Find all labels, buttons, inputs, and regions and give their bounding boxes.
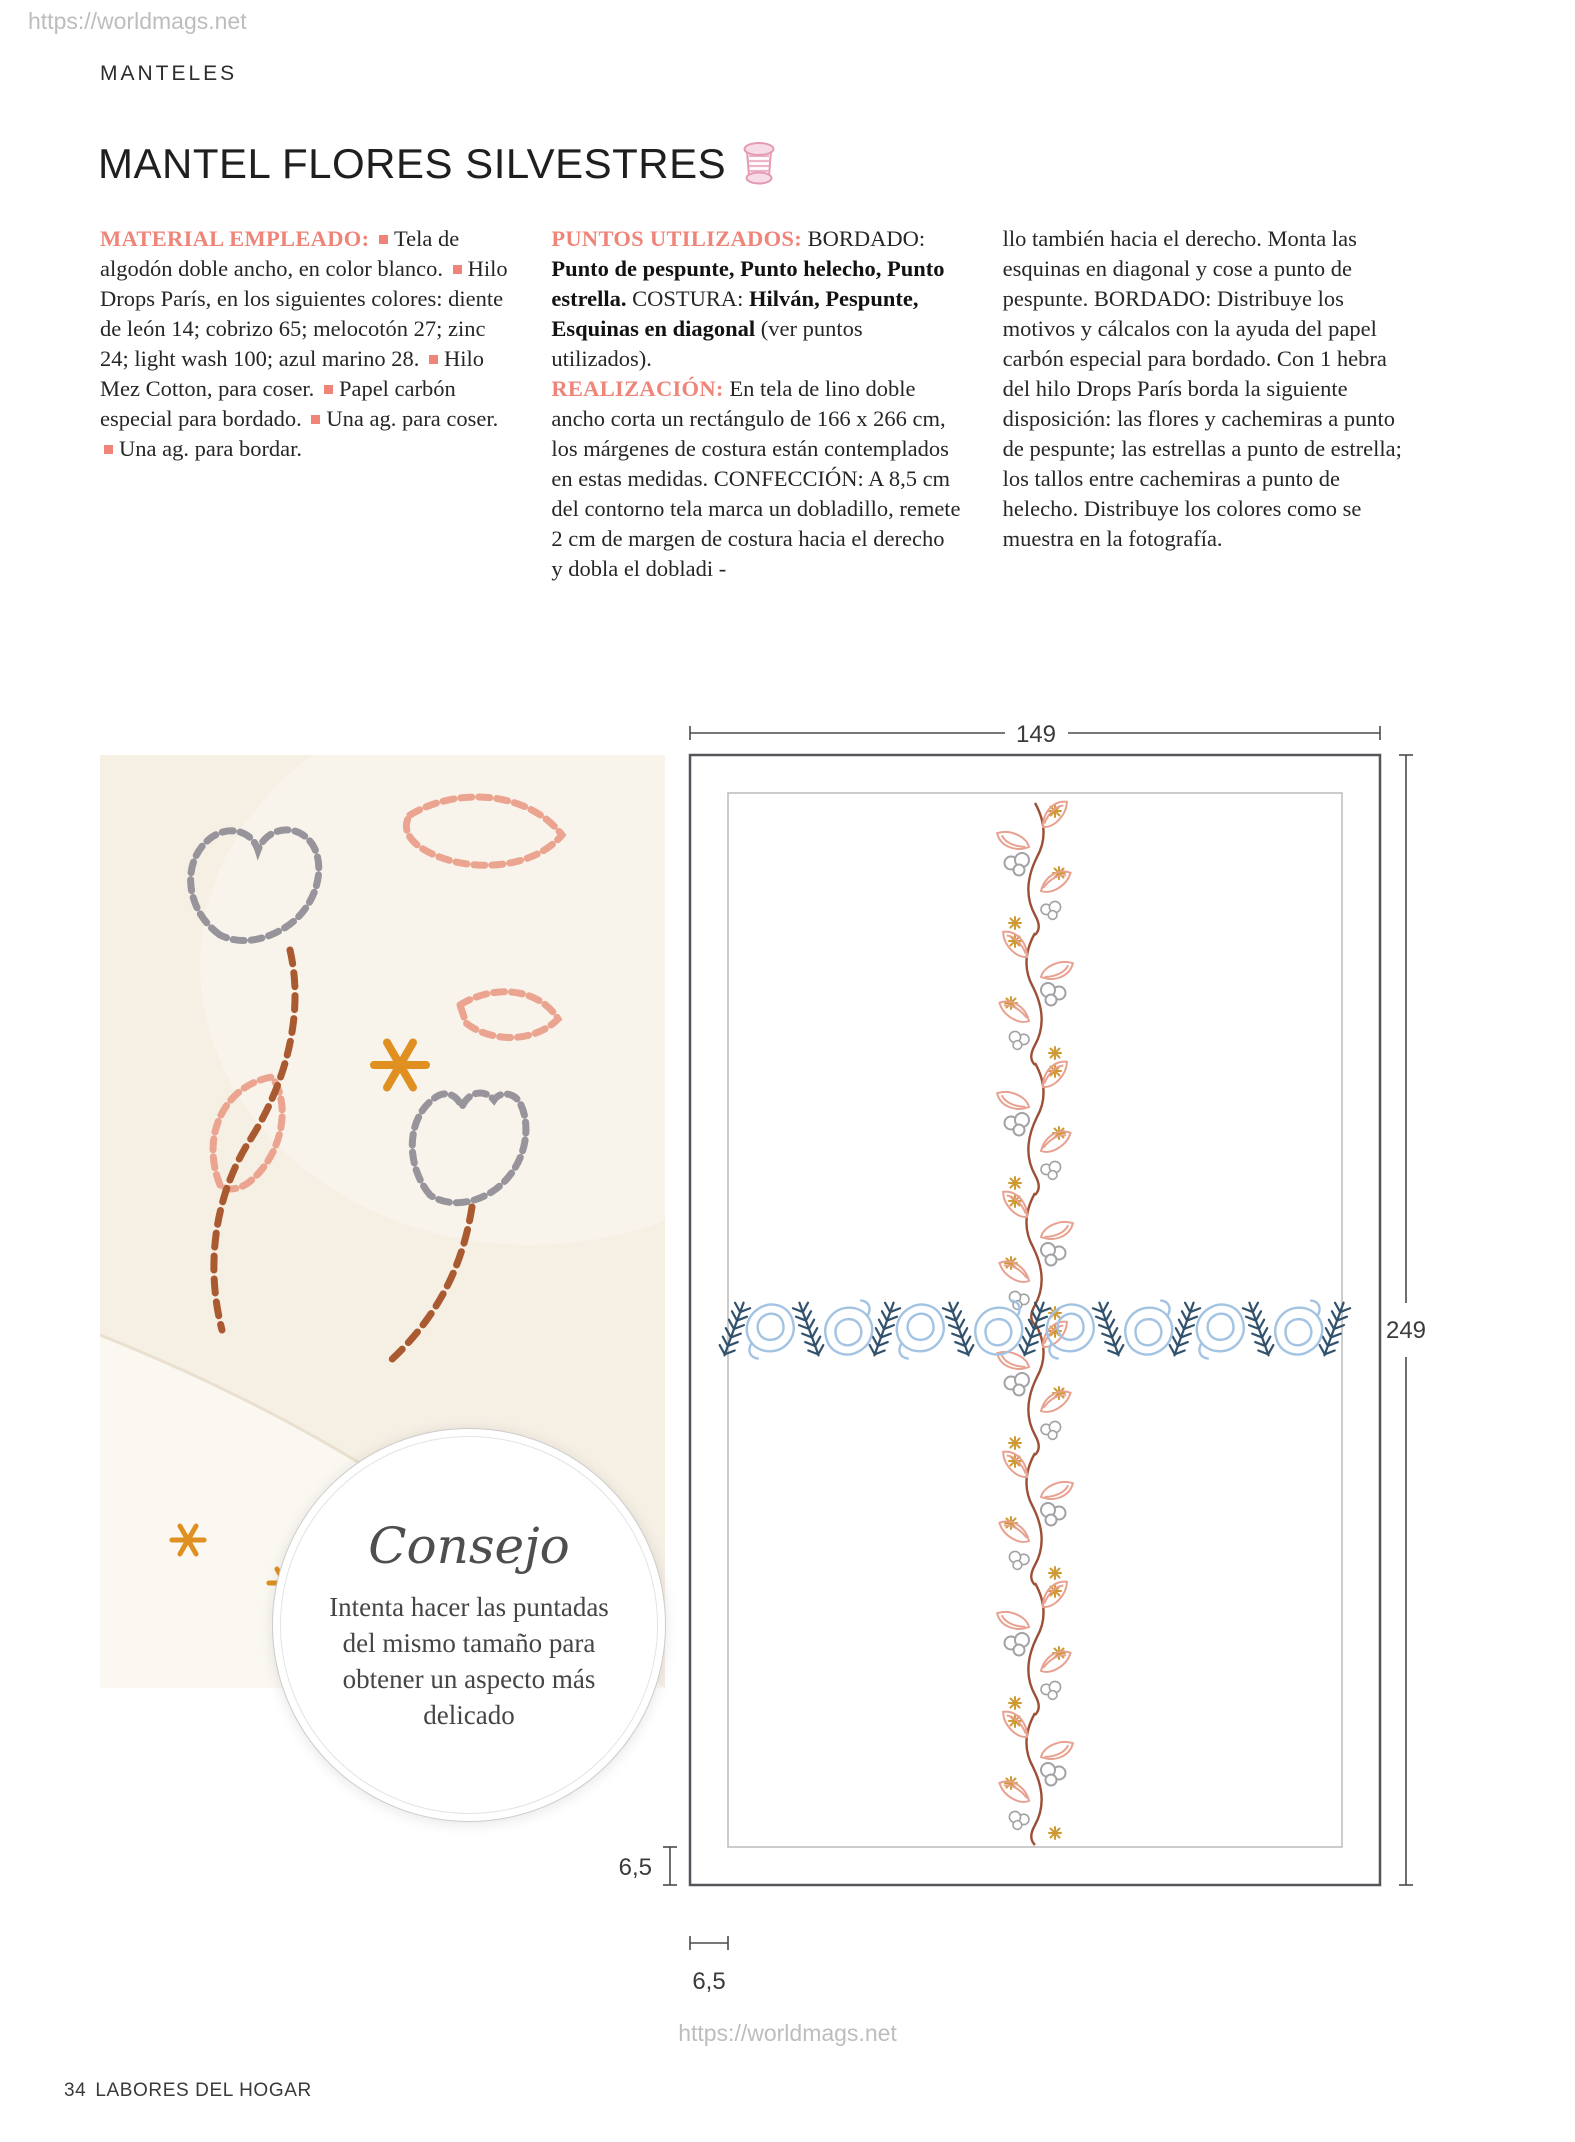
material-item: Hilo Drops París, en los siguientes colores: diente de león 14; cobrizo 65; melocotón 27; zinc 24; light wash 100; azul marino 28. — [100, 256, 508, 371]
puntos-note: (ver puntos utilizados). — [551, 316, 863, 371]
bullet-icon — [324, 385, 333, 394]
puntos-costura-head: COSTURA: — [632, 286, 744, 311]
column-continuation — [1003, 224, 1412, 584]
hem-stitch-line — [728, 793, 1342, 1847]
bullet-icon — [453, 265, 462, 274]
hem-left-dimension — [619, 1847, 677, 1885]
tip-badge — [272, 1428, 666, 1822]
thread-spool-icon — [742, 141, 776, 187]
watermark-url-bottom: https://worldmags.net — [678, 2020, 897, 2046]
material-item: Papel carbón especial para bordado. — [100, 376, 456, 431]
section-label: MANTELES — [100, 62, 238, 85]
bullet-icon — [429, 355, 438, 364]
page-number: 34 — [64, 2080, 87, 2101]
tip-text: Intenta hacer las puntadas del mismo tamaño para obtener un aspecto más delicado — [329, 1592, 609, 1730]
layout-diagram — [600, 715, 1430, 2015]
height-dimension — [1386, 755, 1426, 1885]
puntos-costura-list: Hilván, Pespunte, Esquinas en diagonal — [551, 286, 919, 341]
realizacion-text: En tela de lino doble ancho corta un rectángulo de 166 x 266 cm, los márgenes de costura están contemplados en estas medidas. CONFECCIÓN: A 8,5 cm del contorno tela marca un dobladillo, remete 2 cm de margen de costura hacia el derecho y dobla el dobladi - — [551, 376, 961, 581]
materials-label: MATERIAL EMPLEADO: — [100, 226, 370, 251]
column-instructions — [551, 224, 960, 584]
tip-title: Consejo — [368, 1517, 570, 1575]
materials-paragraph — [100, 224, 509, 464]
material-item: Una ag. para bordar. — [119, 436, 303, 461]
article-title-row — [98, 140, 776, 188]
realizacion-paragraph — [551, 374, 960, 584]
bullet-icon — [379, 235, 388, 244]
hem-bottom-dimension — [690, 1936, 728, 1995]
width-label: 149 — [1015, 721, 1057, 748]
material-item: Tela de algodón doble ancho, en color blanco. — [100, 226, 460, 281]
puntos-bordado-list: Punto de pespunte, Punto helecho, Punto estrella. — [551, 256, 945, 311]
article-columns — [100, 224, 1412, 584]
watermark-url-top: https://worldmags.net — [28, 8, 247, 34]
magazine-name: LABORES DEL HOGAR — [95, 2080, 312, 2101]
width-dimension — [690, 721, 1380, 748]
material-item: Hilo Mez Cotton, para coser. — [100, 346, 484, 401]
puntos-label: PUNTOS UTILIZADOS: — [551, 226, 802, 251]
hem-left-label: 6,5 — [618, 1854, 652, 1881]
hem-bottom-label: 6,5 — [692, 1968, 726, 1995]
puntos-bordado-head: BORDADO: — [807, 226, 926, 251]
article-title: MANTEL FLORES SILVESTRES — [98, 140, 727, 187]
material-item: Una ag. para coser. — [326, 406, 499, 431]
puntos-paragraph — [551, 224, 960, 374]
height-label: 249 — [1385, 1317, 1427, 1344]
bullet-icon — [311, 415, 320, 424]
realizacion-label: REALIZACIÓN: — [551, 376, 724, 401]
footer — [64, 2080, 312, 2102]
bullet-icon — [104, 445, 113, 454]
column-materials — [100, 224, 509, 584]
continuation-paragraph: llo también hacia el derecho. Monta las esquinas en diagonal y cose a punto de pespunte. BORDADO: Distribuye los motivos y cálcalos con la ayuda del papel carbón especial para bordado. Con 1 hebra del hilo Drops París borda la siguiente disposición: las flores y cachemiras a punto de pespunte; las estrellas a punto de estrella; los tallos entre cachemiras a punto de helecho. Distribuye los colores como se muestra en la fotografía. — [1002, 226, 1402, 551]
